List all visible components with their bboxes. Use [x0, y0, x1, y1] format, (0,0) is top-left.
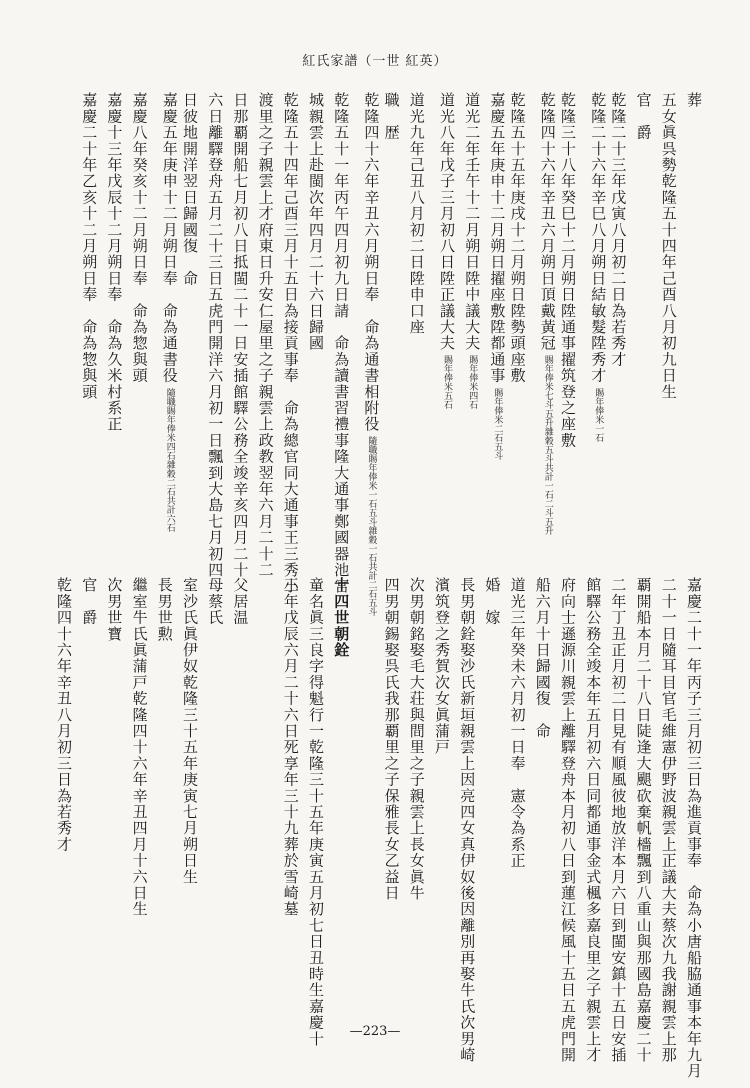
text-column	[80, 577, 99, 626]
text-column	[132, 92, 147, 384]
text-column	[157, 577, 172, 642]
column-text: 職 歴	[382, 92, 401, 141]
column-text: 父居温	[231, 577, 250, 626]
text-column	[510, 577, 525, 869]
text-column	[308, 92, 323, 351]
column-text: 乾隆四十六年辛丑六月朔日奉 命為通書相附役	[362, 92, 381, 433]
column-text: 日彼地開洋翌日歸國復 命	[181, 92, 199, 287]
stipend-note: 賜年俸米五石	[442, 355, 452, 410]
text-column	[434, 92, 454, 409]
text-column	[206, 92, 225, 578]
column-text: 三年戊辰六月二十六日死享年三十九葬於雪崎墓	[281, 577, 300, 918]
text-column	[283, 92, 298, 594]
text-column	[332, 92, 351, 595]
column-text: 館驛公務全竣本年五月初六日同都通事金式楓多嘉良里之子親雲上才	[584, 577, 603, 1063]
column-text: 乾隆二十三年戊寅八月初二日為若秀才	[609, 92, 628, 368]
text-column	[80, 92, 99, 400]
column-text: 道光二年壬午十二月朔日陞中議大夫	[463, 92, 482, 352]
text-column	[384, 92, 399, 141]
column-text: 乾隆二十六年辛巳八月朔日結敏髮陞秀才	[589, 92, 608, 384]
stipend-note: 賜年俸米四石	[467, 355, 478, 410]
column-text: 嘉慶二十一年丙子三月初三日為進貢事奉 命為小唐船脇通事本年九月	[685, 577, 703, 1080]
column-text: 乾隆四十六年辛丑八月初三日為若秀才	[55, 577, 73, 853]
text-column	[584, 577, 603, 1063]
column-text: 府向士遜源川親雲上離驛登舟本月初八日到蓮江候風十五日五虎門開	[559, 577, 577, 1063]
text-column	[609, 92, 628, 368]
text-column	[484, 92, 507, 460]
stipend-note: 隨職賜年俸米一石五斗雜穀一石共計二石五斗	[366, 436, 377, 617]
column-text: 繼室牛氏眞蒲戸乾隆四十六年辛丑四月十六日生	[130, 577, 149, 918]
text-column	[384, 577, 399, 901]
text-column	[686, 92, 701, 108]
text-column	[636, 92, 651, 141]
text-column	[409, 577, 424, 901]
text-column	[182, 577, 197, 885]
column-text: 二十一日隨耳目官毛維憲伊野波親雲上正議大夫蔡次九我謝親雲上那	[659, 577, 678, 1063]
column-text: 船六月十日歸國復 命	[533, 577, 552, 739]
stipend-note: 賜年俸米二石五斗	[492, 387, 503, 460]
column-text: 長男世勲	[155, 577, 174, 642]
column-text: 道光九年己丑八月初二日陞申口座	[407, 92, 426, 335]
column-text: 長男朝銓娶沙氏新垣親雲上因亮四女真伊奴後因離別再娶牛氏次男崎	[458, 577, 477, 1063]
column-text: 五女眞呉勢乾隆五十四年己酉八月初九日生	[659, 92, 678, 400]
column-text: 乾隆五十五年庚戌十二月朔日陞勢頭座敷	[508, 92, 527, 384]
column-text: 乾隆四十六年辛丑六月朔日頂戴黃冠	[538, 92, 557, 352]
page-number: —223—	[349, 1024, 401, 1039]
column-text: 城親雲上赴閩次年四月二十六日歸國	[307, 92, 325, 352]
column-text: 嘉慶八年癸亥十二月朔日奉 命為惣與頭	[130, 92, 149, 384]
column-text: 婚 嫁	[483, 577, 502, 626]
column-text: 嘉慶五年庚申十二月朔日擢座敷陞都通事	[488, 92, 507, 384]
text-column	[182, 92, 197, 286]
text-column	[535, 92, 555, 535]
text-column	[434, 577, 449, 755]
text-column	[458, 577, 477, 1063]
column-text: 道光八年戊子三月初八日陞正議大夫	[438, 92, 456, 352]
text-column	[585, 92, 608, 442]
text-column	[308, 577, 323, 1047]
text-column	[510, 92, 525, 384]
text-column	[661, 577, 676, 1063]
text-column	[636, 577, 651, 1063]
column-text: 二年丁丑正月初二日見有順風彼地放洋本月六日到閩安鎮十五日安插	[609, 577, 628, 1063]
column-text: 嘉慶五年庚申十二月朔日奉 命為通書役	[160, 92, 179, 384]
text-column	[105, 92, 124, 433]
text-column	[56, 577, 71, 852]
stipend-note: 隨職賜年俸米四石雜穀二石共計六石	[164, 387, 175, 532]
stipend-note: 賜年俸米一石	[593, 387, 604, 442]
generation-heading	[332, 577, 351, 658]
column-text: 覇開船本月二十八日陡逢大颶砍棄帆檣飄到八重山與那國島嘉慶二十	[634, 577, 653, 1063]
text-column	[358, 92, 381, 617]
column-text: 官 爵	[634, 92, 653, 141]
running-header: 紅氏家譜（一世 紅英）	[302, 54, 448, 69]
text-column	[206, 577, 225, 626]
text-column	[560, 92, 575, 448]
text-column	[535, 577, 550, 739]
text-column	[661, 92, 676, 400]
stipend-note: 賜年俸米七斗五升雜穀五斗共計一石二斗五升	[542, 355, 553, 536]
text-column	[132, 577, 147, 917]
column-text: 嘉慶二十年乙亥十二月朔日奉 命為惣與頭	[80, 92, 99, 400]
column-text: 乾隆三十八年癸巳十二月朔日陞通事擢筑登之座敷	[559, 92, 577, 449]
column-text: 室沙氏眞伊奴乾隆三十五年庚寅七月朔日生	[181, 577, 199, 885]
text-column	[258, 92, 273, 578]
text-column	[157, 92, 177, 532]
text-column	[409, 92, 424, 335]
column-text: 乾隆五十一年丙午四月初九日請 命為讀書習禮事隆大通事鄭國器池宮	[332, 92, 351, 595]
column-text: 道光三年癸未六月初一日奉 憲令為系正	[508, 577, 527, 869]
column-text: 嘉慶十三年戊辰十二月朔日奉 命為久米村系正	[105, 92, 124, 433]
column-text: 次男世寶	[105, 577, 124, 642]
text-column	[686, 577, 701, 1079]
column-text: 乾隆五十四年己酉三月十五日為接貢事奉 命為總官同大通事王三秀小	[281, 92, 300, 595]
column-text: 十四世朝銓	[332, 577, 351, 658]
column-text: 次男朝銘娶毛大荘與間里之子親雲上長女眞牛	[407, 577, 426, 901]
column-text: 渡里之子親雲上才府東日升安仁屋里之子親雲上政教翌年六月二十二	[256, 92, 275, 578]
column-text: 母蔡氏	[206, 577, 225, 626]
text-column	[609, 577, 628, 1063]
column-text: 四男朝錫娶呉氏我那覇里之子保雅長女乙益日	[382, 577, 401, 901]
text-column	[483, 577, 502, 626]
text-column	[560, 577, 575, 1063]
column-text: 六日離驛登舟五月二十三日五虎門開洋六月初一日飄到大島七月初四	[206, 92, 225, 578]
column-text: 童名眞三良字得魁行一乾隆三十五年庚寅五月初七日丑時生嘉慶十	[307, 577, 325, 1047]
text-column	[283, 577, 298, 917]
text-column	[105, 577, 124, 642]
text-column	[231, 577, 250, 626]
column-text: 日那覇開船七月初八日抵閩二十一日安插館驛公務全竣辛亥四月二十	[231, 92, 250, 578]
text-column	[231, 92, 250, 578]
column-text: 濱筑登之秀賀次女眞蒲戸	[433, 577, 451, 756]
text-column	[459, 92, 482, 410]
column-text: 葬	[685, 92, 703, 109]
column-text: 官 爵	[80, 577, 99, 626]
